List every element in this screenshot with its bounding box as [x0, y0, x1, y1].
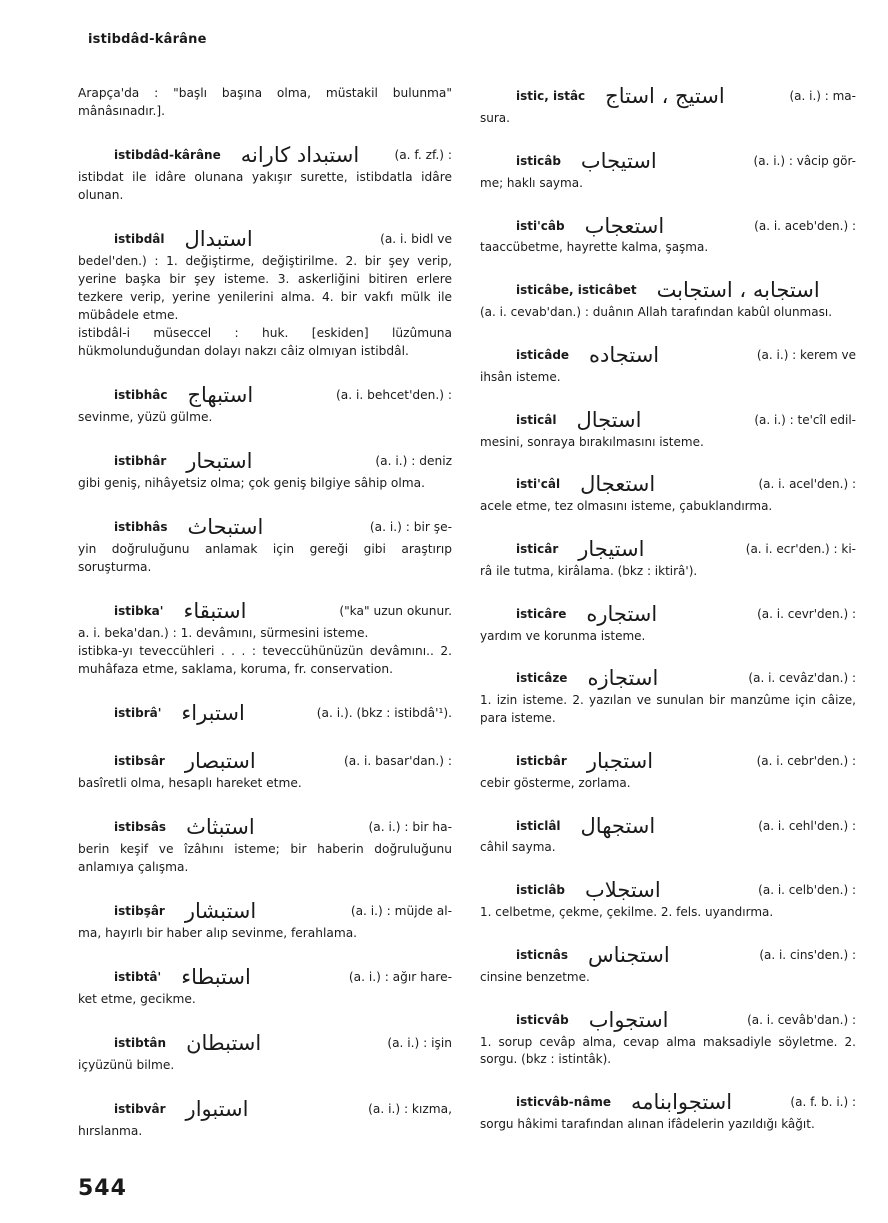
dictionary-entry	[78, 700, 452, 726]
entry-headline	[78, 142, 452, 168]
grammar-info: (a. i. acel'den.) :	[758, 477, 856, 492]
dictionary-entry	[480, 943, 856, 987]
entry-headline	[480, 408, 856, 434]
grammar-info: (a. i. cehl'den.) :	[758, 818, 856, 833]
entry-headline	[480, 343, 856, 369]
grammar-info: (a. i.) : ma-	[789, 89, 856, 104]
definition: 1. sorup cevâp alma, cevap alma maksadiyle söyletme. 2. sorgu. (bkz : istintâk).	[480, 1034, 856, 1067]
arabic-script: استبقاء	[183, 599, 247, 623]
entry-headline	[480, 149, 856, 175]
entry-headline	[480, 602, 856, 628]
definition: me; haklı sayma.	[480, 175, 583, 190]
headword: isticbâr	[516, 753, 567, 768]
entry-headline	[78, 382, 452, 408]
dictionary-entry	[480, 408, 856, 452]
grammar-info: (a. i.) : bir ha-	[368, 820, 452, 834]
entry-headline	[480, 537, 856, 563]
entry-headline	[78, 964, 452, 990]
grammar-info: (a. i.) : işin	[387, 1036, 452, 1050]
definition: acele etme, tez olmasını isteme, çabuklandırma.	[480, 499, 773, 514]
definition: içyüzünü bilme.	[78, 1058, 175, 1072]
arabic-script: استعجال	[580, 472, 656, 497]
arabic-script: استجازه	[587, 666, 659, 691]
dictionary-entry	[78, 1030, 452, 1074]
grammar-info: (a. i. celb'den.) :	[758, 883, 856, 898]
headword: istibsâs	[114, 820, 167, 834]
grammar-info: (a. i.) : kerem ve	[756, 347, 856, 362]
arabic-script: استبصار	[184, 749, 256, 773]
grammar-info: (a. i.) : vâcip gör-	[753, 153, 856, 168]
headword: isticâbe, isticâbet	[516, 283, 637, 298]
headword: isticâb	[516, 153, 561, 168]
headword: istibhâs	[114, 520, 168, 534]
dictionary-entry	[78, 226, 452, 360]
definition: mesini, sonraya bırakılmasını isteme.	[480, 434, 704, 449]
headword: istibsâr	[114, 754, 165, 768]
arabic-script: استجابه ، استجابت	[656, 278, 820, 303]
dictionary-entry	[78, 514, 452, 576]
grammar-info: (a. i.) : te'cîl edil-	[754, 412, 856, 427]
arabic-script: استجاده	[589, 342, 660, 367]
dictionary-entry	[480, 537, 856, 581]
entry-headline	[480, 213, 856, 239]
entry-headline	[480, 1090, 856, 1116]
definition: sevinme, yüzü gülme.	[78, 410, 213, 424]
entry-headline	[480, 84, 856, 110]
grammar-info: (a. i.) : ağır hare-	[348, 970, 452, 984]
entry-headline	[78, 700, 452, 726]
dictionary-entry	[78, 964, 452, 1008]
grammar-info: (a. f. zf.) :	[394, 148, 452, 162]
dictionary-entry	[78, 142, 452, 204]
right-column	[480, 84, 856, 1155]
headword: isticvâb-nâme	[516, 1095, 611, 1110]
headword: isticnâs	[516, 947, 569, 962]
headword: isticâze	[516, 671, 568, 686]
definition: sura.	[480, 111, 510, 125]
right-entries	[480, 84, 856, 1134]
entry-headline	[480, 1008, 856, 1034]
dictionary-entry	[78, 382, 452, 426]
grammar-info: (a. i. cevâz'dan.) :	[748, 671, 856, 686]
entry-headline	[480, 943, 856, 969]
definition: istibdat ile idâre olunana yakışır surette, istibdatla idâre olunan.	[78, 170, 452, 202]
dictionary-entry	[480, 602, 856, 646]
entry-headline	[78, 598, 452, 624]
arabic-script: استبشار	[184, 899, 257, 923]
grammar-info: (a. i. cebr'den.) :	[756, 753, 856, 768]
arabic-script: استيج ، استاج	[605, 84, 725, 109]
grammar-info: ("ka" uzun okunur.	[339, 604, 452, 618]
grammar-info: (a. i. cins'den.) :	[759, 947, 856, 962]
entry-headline	[78, 514, 452, 540]
dictionary-entry	[480, 813, 856, 857]
headword: isticvâb	[516, 1012, 569, 1027]
arabic-script: استجبار	[586, 748, 654, 773]
headword: istibtâ'	[114, 970, 162, 984]
headword: isti'câl	[516, 477, 561, 492]
arabic-script: استجاره	[586, 601, 658, 626]
arabic-script: استبطان	[186, 1031, 262, 1055]
definition: yardım ve korunma isteme.	[480, 628, 646, 643]
grammar-info: (a. i.) : kızma,	[368, 1102, 452, 1116]
arabic-script: استبطاء	[181, 965, 251, 989]
arabic-script: استبراء	[181, 701, 245, 725]
grammar-info: (a. i.). (bkz : istibdâ'¹).	[316, 706, 452, 720]
arabic-script: استبهاج	[187, 383, 254, 407]
entry-headline	[480, 278, 856, 304]
definition: hırslanma.	[78, 1124, 143, 1138]
grammar-info: (a. i. aceb'den.) :	[754, 218, 856, 233]
definition: 1. celbetme, çekme, çekilme. 2. fels. uyandırma.	[480, 905, 774, 920]
arabic-script: استجهال	[580, 813, 656, 838]
grammar-info: (a. i.) : deniz	[375, 454, 452, 468]
definition: basîretli olma, hesaplı hareket etme.	[78, 776, 302, 790]
headword: istibtân	[114, 1036, 167, 1050]
entry-headline	[480, 813, 856, 839]
grammar-info: (a. i. bidl ve	[380, 232, 452, 246]
headword: istibdâd-kârâne	[114, 148, 221, 162]
entry-headline	[78, 448, 452, 474]
entry-headline	[78, 1096, 452, 1122]
entry-headline	[78, 748, 452, 774]
definition: yin doğruluğunu anlamak için gereği gibi araştırıp soruşturma.	[78, 542, 452, 574]
arabic-script: استجواب	[588, 1007, 669, 1032]
definition: câhil sayma.	[480, 840, 556, 855]
definition: cinsine benzetme.	[480, 969, 590, 984]
definition: cebir gösterme, zorlama.	[480, 775, 631, 790]
grammar-info: (a. f. b. i.) :	[790, 1095, 856, 1110]
definition: sorgu hâkimi tarafından alınan ifâdelerin yazıldığı kâğıt.	[480, 1116, 815, 1131]
definition: râ ile tutma, kirâlama. (bkz : iktirâ').	[480, 563, 698, 578]
left-entries	[78, 142, 452, 1140]
dictionary-entry	[78, 598, 452, 678]
definition: taaccübetme, hayrette kalma, şaşma.	[480, 240, 709, 255]
entry-headline	[78, 814, 452, 840]
headword: istibdâl	[114, 232, 165, 246]
headword: isticlâb	[516, 883, 566, 898]
dictionary-entry	[480, 1008, 856, 1069]
arabic-script: استبحار	[186, 449, 253, 473]
arabic-script: استبحاث	[187, 515, 264, 539]
dictionary-entry	[480, 84, 856, 128]
definition: ma, hayırlı bir haber alıp sevinme, ferahlama.	[78, 926, 358, 940]
entry-headline	[78, 226, 452, 252]
dictionary-entry	[480, 749, 856, 793]
headword: istibrâ'	[114, 706, 162, 720]
headword: istic, istâc	[516, 89, 586, 104]
headword: isticâde	[516, 347, 570, 362]
grammar-info: (a. i. ecr'den.) : ki-	[745, 542, 856, 557]
arabic-script: استيجار	[578, 537, 645, 562]
entry-headline	[78, 1030, 452, 1056]
arabic-script: استيجاب	[580, 148, 657, 173]
continuation-text: Arapça'da : "başlı başına olma, müstakil bulunma" mânâsınadır.].	[78, 86, 452, 118]
dictionary-entry	[78, 1096, 452, 1140]
arabic-script: استبداد كارانه	[240, 143, 360, 167]
sub-entry: istibdâl-i müseccel : huk. [eskiden] lüzûmuna hükmolunduğundan dolayı nakzı câiz olmıyan istibdâl.	[78, 326, 452, 358]
dictionary-entry	[480, 149, 856, 193]
headword: istibka'	[114, 604, 164, 618]
definition: berin keşif ve îzâhını isteme; bir haberin doğruluğunu anlamıya çalışma.	[78, 842, 452, 874]
dictionary-entry	[480, 878, 856, 922]
definition: bedel'den.) : 1. değiştirme, değiştirilme. 2. bir şey verip, yerine başka bir şey isteme. 3. askerliğini bitiren erlere tezkere verip, yerine yenilerini alma. 4. bir vakfı mülk ile mübâdele etme.	[78, 254, 452, 322]
headword: istibhâr	[114, 454, 167, 468]
headword: istibvâr	[114, 1102, 166, 1116]
arabic-script: استجناس	[588, 942, 670, 967]
headword: istibhâc	[114, 388, 168, 402]
arabic-script: استبثاث	[186, 815, 255, 839]
definition: ihsân isteme.	[480, 369, 561, 384]
definition: a. i. beka'dan.) : 1. devâmını, sürmesini isteme.	[78, 626, 369, 640]
grammar-info: (a. i. basar'dan.) :	[343, 754, 452, 768]
arabic-script: استجوابنامه	[631, 1090, 733, 1115]
dictionary-entry	[480, 1090, 856, 1134]
arabic-script: استبوار	[185, 1097, 249, 1121]
grammar-info: (a. i.) : bir şe-	[369, 520, 452, 534]
entry-headline	[78, 898, 452, 924]
dictionary-entry	[480, 278, 856, 322]
arabic-script: استجلاب	[585, 878, 661, 903]
headword: isticâr	[516, 542, 559, 557]
running-head: istibdâd-kârâne	[88, 32, 207, 47]
dictionary-entry	[480, 472, 856, 516]
dictionary-entry	[480, 213, 856, 257]
entry-headline	[480, 749, 856, 775]
arabic-script: استعجاب	[584, 213, 665, 238]
entry-headline	[480, 472, 856, 498]
dictionary-entry	[78, 898, 452, 942]
arabic-script: استجال	[576, 407, 642, 432]
dictionary-entry	[480, 666, 856, 727]
grammar-info: (a. i. cevâb'dan.) :	[747, 1012, 856, 1027]
entry-headline	[480, 878, 856, 904]
definition: (a. i. cevab'dan.) : duânın Allah tarafından kabûl olunması.	[480, 305, 833, 320]
definition: 1. izin isteme. 2. yazılan ve sunulan bir manzûme için câize, para isteme.	[480, 693, 856, 726]
headword: isticâre	[516, 606, 567, 621]
dictionary-entry	[78, 814, 452, 876]
definition: gibi geniş, nihâyetsiz olma; çok geniş bilgiye sâhip olma.	[78, 476, 425, 490]
dictionary-entry	[480, 343, 856, 387]
headword: isti'câb	[516, 218, 565, 233]
grammar-info: (a. i. behcet'den.) :	[336, 388, 452, 402]
dictionary-entry	[78, 448, 452, 492]
grammar-info: (a. i.) : müjde al-	[350, 904, 452, 918]
headword: isticlâl	[516, 818, 561, 833]
definition: ket etme, gecikme.	[78, 992, 196, 1006]
dictionary-entry	[78, 748, 452, 792]
page-number: 544	[78, 1176, 127, 1201]
sub-entry: istibka-yı teveccühleri . . . : teveccühünüzün devâmını.. 2. muhâfaza etme, saklama, koruma, fr. conservation.	[78, 644, 452, 676]
grammar-info: (a. i. cevr'den.) :	[757, 606, 856, 621]
headword: istibşâr	[114, 904, 165, 918]
arabic-script: استبدال	[184, 227, 253, 251]
left-column	[78, 84, 452, 1162]
entry-headline	[480, 666, 856, 692]
headword: isticâl	[516, 412, 557, 427]
